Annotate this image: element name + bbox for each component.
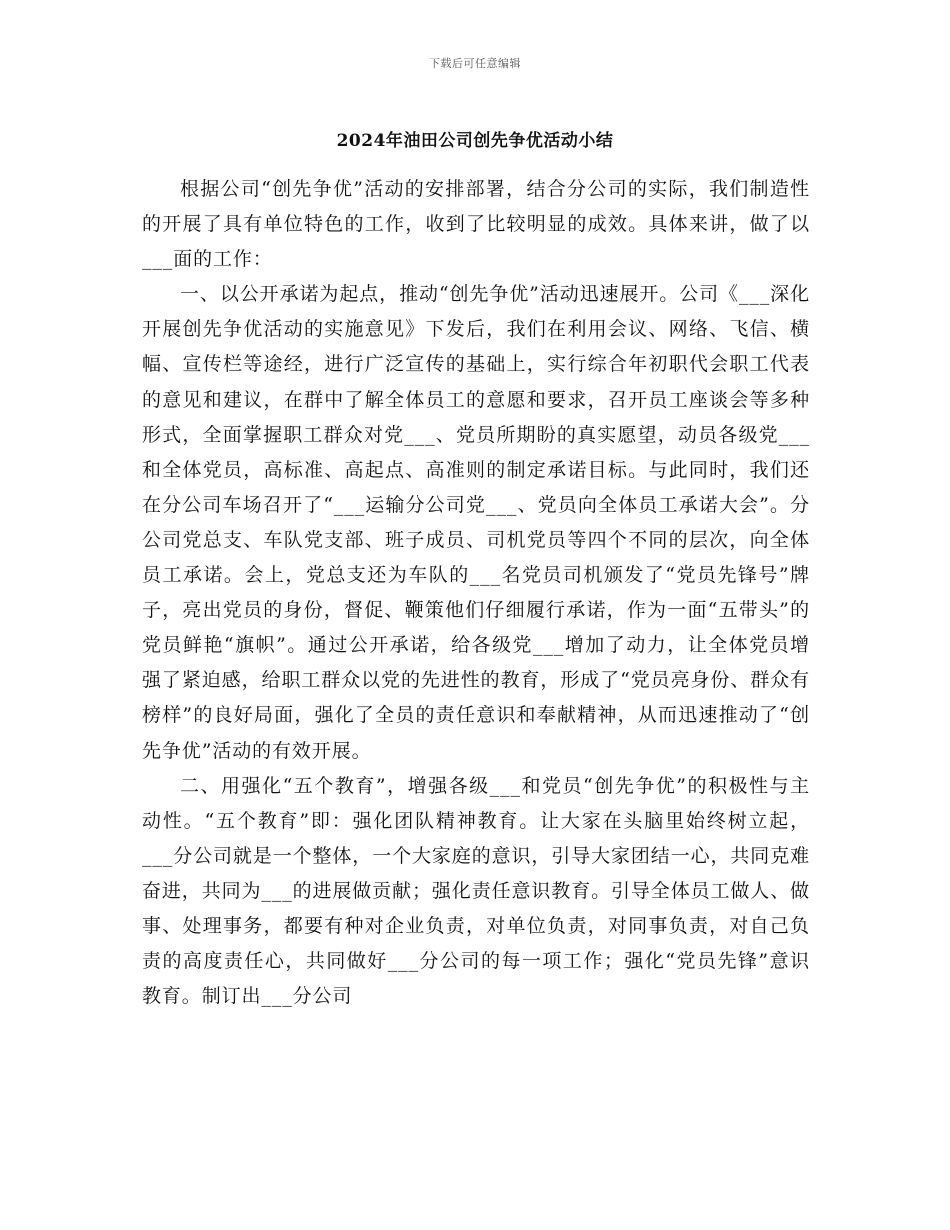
document-body [142,172,810,1014]
paragraph-section-two: 二、用强化“五个教育”，增强各级___和党员“创先争优”的积极性与主动性。“五个教育”即：强化团队精神教育。让大家在头脑里始终树立起，___分公司就是一个整体，一个大家庭的意识，引导大家团结一心，共同克难奋进，共同为___的进展做贡献；强化责任意识教育。引导全体员工做人、做事、处理事务，都要有种对企业负责，对单位负责，对同事负责，对自己负责的高度责任心，共同做好___分公司的每一项工作；强化“党员先锋”意识教育。制订出___分公司 [142,774,811,1008]
document-title: 2024年油田公司创先争优活动小结 [336,131,614,151]
paragraph-section-one: 一、以公开承诺为起点，推动“创先争优”活动迅速展开。公司《___深化开展创先争优活动的实施意见》下发后，我们在利用会议、网络、飞信、横幅、宣传栏等途经，进行广泛宣传的基础上，实行综合年初职代会职工代表的意见和建议，在群中了解全体员工的意愿和要求，召开员工座谈会等多种形式，全面掌握职工群众对党___、党员所期盼的真实愿望，动员各级党___和全体党员，高标准、高起点、高准则的制定承诺目标。与此同时，我们还在分公司车场召开了“___运输分公司党___、党员向全体员工承诺大会”。分公司党总支、车队党支部、班子成员、司机党员等四个不同的层次，向全体员工承诺。会上，党总支还为车队的___名党员司机颁发了“党员先锋号”牌子，亮出党员的身份，督促、鞭策他们仔细履行承诺，作为一面“五带头”的党员鲜艳“旗帜”。通过公开承诺，给各级党___增加了动力，让全体党员增强了紧迫感，给职工群众以党的先进性的教育，形成了“党员亮身份、群众有榜样”的良好局面，强化了全员的责任意识和奉献精神，从而迅速推动了“创先争优”活动的有效开展。 [142,283,810,762]
header-note: 下载后可任意编辑 [429,57,521,70]
paragraph-intro: 根据公司“创先争优”活动的安排部署，结合分公司的实际，我们制造性的开展了具有单位特色的工作，收到了比较明显的成效。具体来讲，做了以___面的工作： [142,178,810,271]
